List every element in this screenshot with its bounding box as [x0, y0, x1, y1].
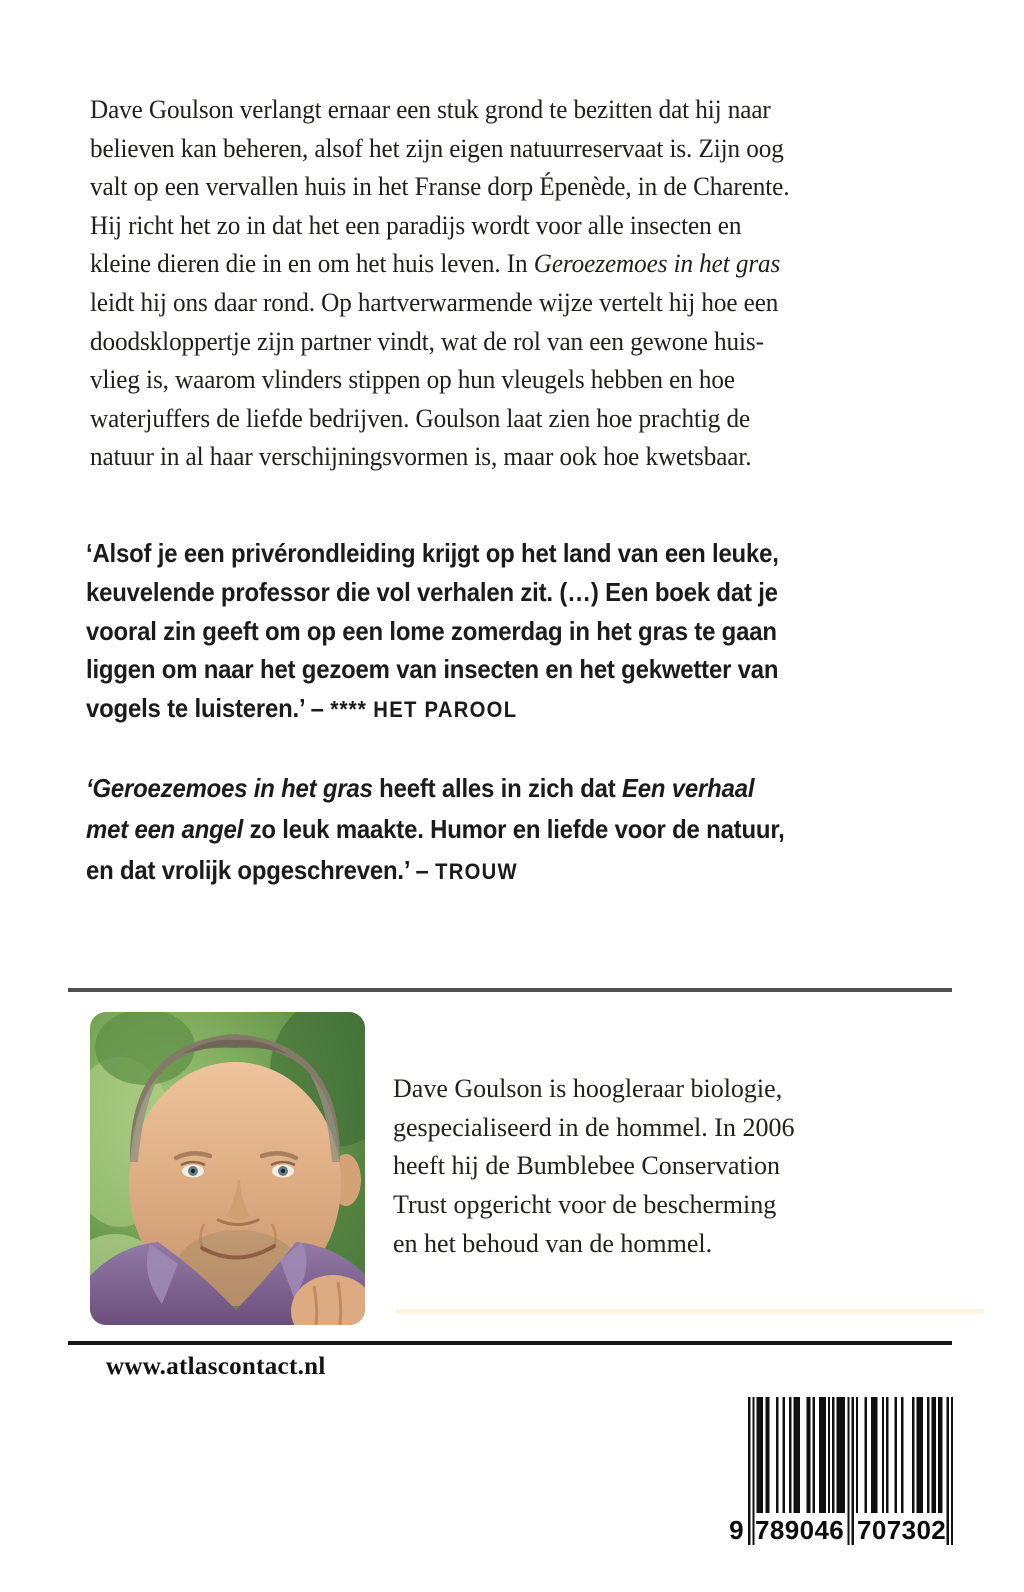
text-line: keuvelende professor die vol verhalen zit. (…) Een boek dat je: [86, 576, 778, 607]
barcode-digit-prefix: 9: [729, 1515, 744, 1545]
book-blurb: [90, 90, 789, 476]
text-line: Dave Goulson verlangt ernaar een stuk grond te bezitten dat hij naar: [90, 94, 771, 124]
text-line: doodskloppertje zijn partner vindt, wat de rol van een gewone huis-: [90, 325, 764, 356]
text-line: kleine dieren die in en om het huis leven. In Geroezemoes in het gras: [90, 248, 781, 279]
text-line: gespecialiseerd in de hommel. In 2006: [393, 1112, 795, 1142]
author-photo: [90, 1012, 365, 1325]
barcode: [729, 1397, 953, 1545]
text-line: heeft hij de Bumblebee Conservation: [393, 1151, 781, 1181]
barcode-digits-right: 707302: [857, 1515, 947, 1545]
author-bio: [393, 1070, 794, 1264]
text-line: liggen om naar het gezoem van insecten en het gekwetter van: [86, 654, 779, 685]
text-line: vlieg is, waarom vlinders stippen op hun vleugels hebben en hoe: [90, 364, 735, 395]
text-line: believen kan beheren, alsof het zijn eigen natuurreservaat is. Zijn oog: [90, 132, 784, 163]
text-line: Trust opgericht voor de bescherming: [393, 1190, 777, 1220]
barcode-digits-left: 789046: [755, 1515, 845, 1545]
text-line: ‘Geroezemoes in het gras heeft alles in zich dat Een verhaal: [86, 773, 755, 803]
text-line: Dave Goulson is hoogleraar biologie,: [393, 1074, 783, 1103]
quote-trouw: [86, 768, 785, 892]
quote-het-parool: [86, 534, 779, 730]
text-line: en het behoud van de hommel.: [393, 1228, 713, 1258]
text-line: natuur in al haar verschijningsvormen is, maar ook hoe kwetsbaar.: [90, 441, 752, 472]
text-line: en dat vrolijk opgeschreven.’ – TROUW: [86, 855, 518, 885]
text-line: vooral zin geeft om op een lome zomerdag in het gras te gaan: [86, 615, 777, 646]
divider-line-bottom: [68, 1341, 952, 1345]
text-line: vogels te luisteren.’ – **** HET PAROOL: [86, 693, 518, 724]
text-line: Hij richt het zo in dat het een paradijs wordt voor alle insecten en: [90, 209, 742, 240]
text-line: met een angel zo leuk maakte. Humor en liefde voor de natuur,: [86, 814, 785, 844]
author-portrait-illustration: [90, 1012, 365, 1325]
divider-line-top: [68, 988, 952, 992]
text-line: leidt hij ons daar rond. Op hartverwarmende wijze vertelt hij hoe een: [90, 286, 779, 317]
highlight-artifact: [396, 1309, 984, 1314]
text-line: waterjuffers de liefde bedrijven. Goulson laat zien hoe prachtig de: [90, 402, 751, 433]
publisher-website: www.atlascontact.nl: [106, 1353, 326, 1380]
text-line: valt op een vervallen huis in het Franse dorp Épenède, in de Charente.: [90, 171, 790, 202]
text-line: ‘Alsof je een privérondleiding krijgt op het land van een leuke,: [86, 538, 779, 568]
